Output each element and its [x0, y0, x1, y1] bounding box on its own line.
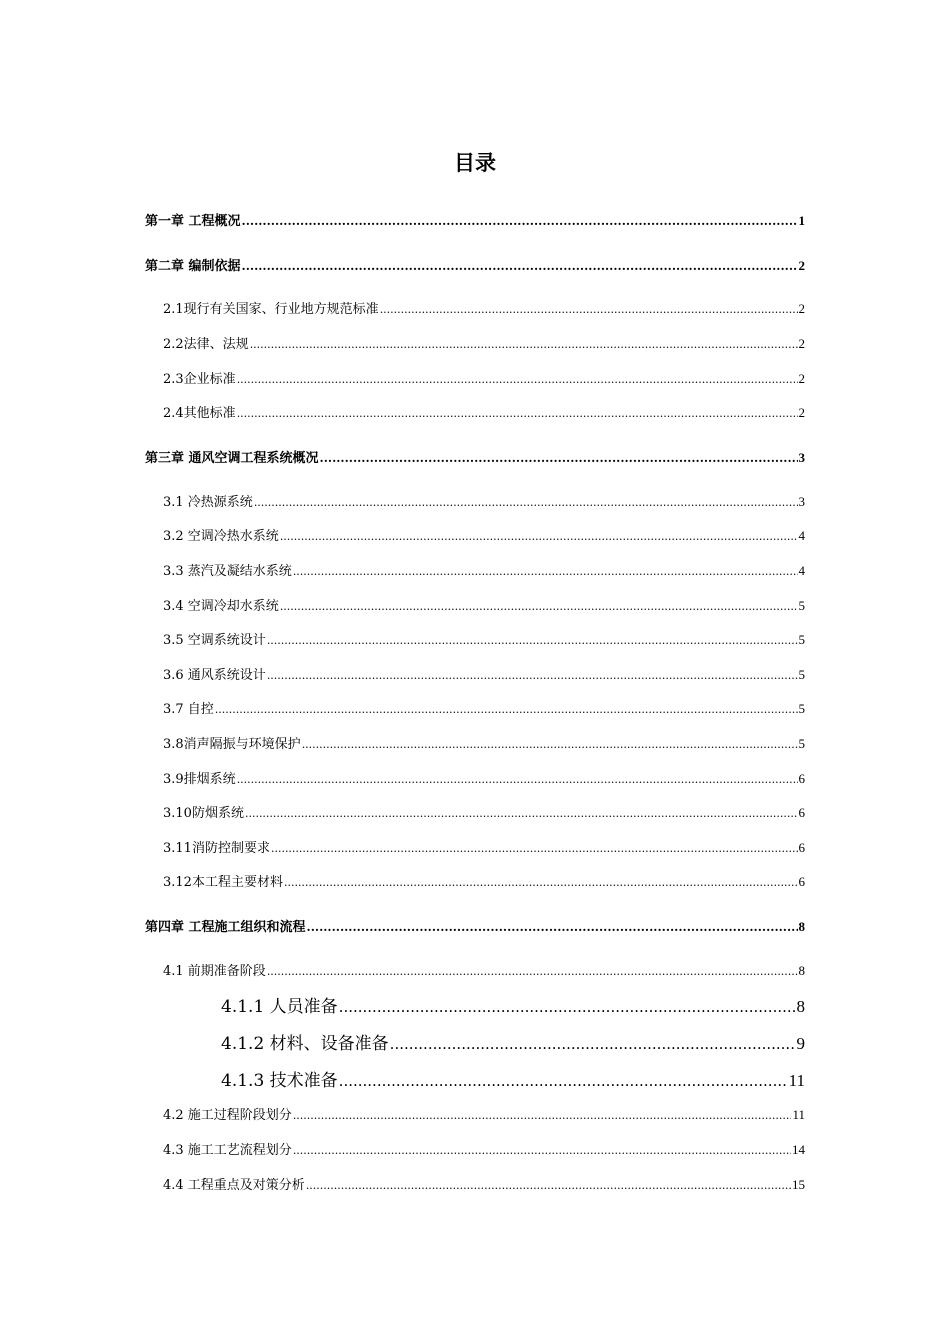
- toc-entry[interactable]: [221, 1029, 805, 1054]
- dot-leader: [245, 807, 798, 820]
- toc-entry-label: 4.1.2 材料、设备准备: [221, 1034, 389, 1054]
- page-title: 目录: [454, 151, 496, 175]
- toc-entry-label: 3.1 冷热源系统: [163, 495, 253, 510]
- dot-leader: [380, 303, 798, 316]
- dot-leader: [254, 496, 798, 509]
- toc-entry-page: 8: [798, 963, 805, 978]
- dot-leader: [271, 842, 798, 855]
- toc-entry-page: 4: [798, 563, 805, 578]
- toc-entry-label: 3.9排烟系统: [163, 772, 236, 787]
- dot-leader: [307, 920, 798, 934]
- toc-entry-label: 3.2 空调冷热水系统: [163, 529, 279, 544]
- dot-leader: [320, 451, 798, 465]
- dot-leader: [250, 338, 798, 351]
- toc-entry-label: 4.1.3 技术准备: [221, 1071, 338, 1091]
- toc-entry[interactable]: [163, 768, 805, 787]
- toc-entry[interactable]: [163, 368, 805, 387]
- toc-entry[interactable]: [163, 560, 805, 579]
- dot-leader: [284, 876, 798, 889]
- toc-entry-label: 3.5 空调系统设计: [163, 633, 266, 648]
- toc-entry-page: 4: [798, 528, 805, 543]
- toc-entry-page: 2: [798, 258, 805, 273]
- toc-entry-label: 4.1.1 人员准备: [221, 997, 338, 1017]
- toc-entry[interactable]: [145, 447, 805, 466]
- toc-entry[interactable]: [163, 802, 805, 821]
- toc-entry[interactable]: [163, 698, 805, 717]
- toc-entry-label: 3.8消声隔振与环境保护: [163, 737, 301, 752]
- toc-entry-page: 3: [798, 494, 805, 509]
- dot-leader: [390, 1035, 796, 1053]
- dot-leader: [237, 407, 798, 420]
- toc-entry[interactable]: [145, 255, 805, 274]
- toc-entry[interactable]: [163, 1139, 805, 1158]
- dot-leader: [280, 600, 798, 613]
- dot-leader: [267, 669, 798, 682]
- toc-entry-page: 11: [788, 1071, 805, 1090]
- toc-entry-page: 6: [798, 805, 805, 820]
- toc-entry-page: 5: [798, 736, 805, 751]
- toc-entry-label: 第一章 工程概况: [145, 214, 241, 229]
- dot-leader: [339, 998, 796, 1016]
- dot-leader: [215, 703, 798, 716]
- toc-entry-page: 9: [796, 1034, 805, 1053]
- dot-leader: [237, 773, 798, 786]
- dot-leader: [267, 634, 798, 647]
- toc-entry-label: 第四章 工程施工组织和流程: [145, 920, 306, 935]
- toc-entry-label: 2.1现行有关国家、行业地方规范标准: [163, 302, 379, 317]
- toc-entry-label: 3.3 蒸汽及凝结水系统: [163, 564, 292, 579]
- toc-entry-label: 2.4其他标准: [163, 406, 236, 421]
- toc-entry-page: 8: [796, 997, 805, 1016]
- toc-entry-page: 6: [798, 771, 805, 786]
- toc-entry-label: 4.1 前期准备阶段: [163, 964, 266, 979]
- toc-entry-label: 第二章 编制依据: [145, 259, 241, 274]
- toc-entry-page: 6: [798, 840, 805, 855]
- toc-entry-page: 2: [798, 336, 805, 351]
- toc-entry[interactable]: [163, 1104, 805, 1123]
- dot-leader: [293, 1109, 792, 1122]
- toc-entry[interactable]: [163, 333, 805, 352]
- toc-entry-label: 3.10防烟系统: [163, 806, 244, 821]
- toc-entry[interactable]: [221, 992, 805, 1017]
- dot-leader: [267, 965, 798, 978]
- toc-entry[interactable]: [163, 837, 805, 856]
- toc-entry[interactable]: [163, 298, 805, 317]
- toc-entry-page: 2: [798, 371, 805, 386]
- toc-entry-label: 第三章 通风空调工程系统概况: [145, 451, 319, 466]
- dot-leader: [237, 373, 798, 386]
- toc-entry-page: 5: [798, 632, 805, 647]
- toc-entry[interactable]: [163, 960, 805, 979]
- toc-entry[interactable]: [163, 595, 805, 614]
- toc-entry[interactable]: [145, 916, 805, 935]
- toc-entry-page: 14: [792, 1142, 805, 1157]
- toc-entry-page: 5: [798, 701, 805, 716]
- toc-entry[interactable]: [145, 210, 805, 229]
- toc-entry[interactable]: [163, 733, 805, 752]
- toc-entry-page: 15: [792, 1177, 805, 1192]
- dot-leader: [302, 738, 798, 751]
- toc-entry-label: 3.6 通风系统设计: [163, 668, 266, 683]
- toc-entry-label: 3.12本工程主要材料: [163, 875, 283, 890]
- toc-entry[interactable]: [163, 1174, 805, 1193]
- toc-entry-page: 5: [798, 667, 805, 682]
- toc-entry[interactable]: [221, 1066, 805, 1091]
- toc-entry-page: 6: [798, 874, 805, 889]
- toc-entry[interactable]: [163, 525, 805, 544]
- toc-entry-label: 4.2 施工过程阶段划分: [163, 1108, 292, 1123]
- dot-leader: [242, 259, 798, 273]
- toc-entry-label: 4.3 施工工艺流程划分: [163, 1143, 292, 1158]
- toc-entry-page: 8: [798, 919, 805, 934]
- toc-entry-label: 2.2法律、法规: [163, 337, 249, 352]
- dot-leader: [280, 530, 798, 543]
- toc-entry-page: 2: [798, 405, 805, 420]
- toc-entry-label: 3.11消防控制要求: [163, 841, 270, 856]
- toc-entry-label: 4.4 工程重点及对策分析: [163, 1178, 305, 1193]
- toc-entry-page: 11: [792, 1107, 805, 1122]
- toc-entry-page: 2: [798, 301, 805, 316]
- toc-entry[interactable]: [163, 664, 805, 683]
- dot-leader: [293, 1144, 791, 1157]
- toc-entry-page: 3: [798, 450, 805, 465]
- toc-entry-label: 2.3企业标准: [163, 372, 236, 387]
- dot-leader: [339, 1072, 788, 1090]
- dot-leader: [306, 1179, 791, 1192]
- toc-entry-label: 3.4 空调冷却水系统: [163, 599, 279, 614]
- toc-entry-page: 5: [798, 598, 805, 613]
- toc-entry-page: 1: [798, 213, 805, 228]
- dot-leader: [293, 565, 798, 578]
- dot-leader: [242, 214, 798, 228]
- toc-entry[interactable]: [163, 629, 805, 648]
- toc-entry-label: 3.7 自控: [163, 702, 214, 717]
- toc-entry[interactable]: [163, 871, 805, 890]
- toc-entry[interactable]: [163, 491, 805, 510]
- toc-entry[interactable]: [163, 402, 805, 421]
